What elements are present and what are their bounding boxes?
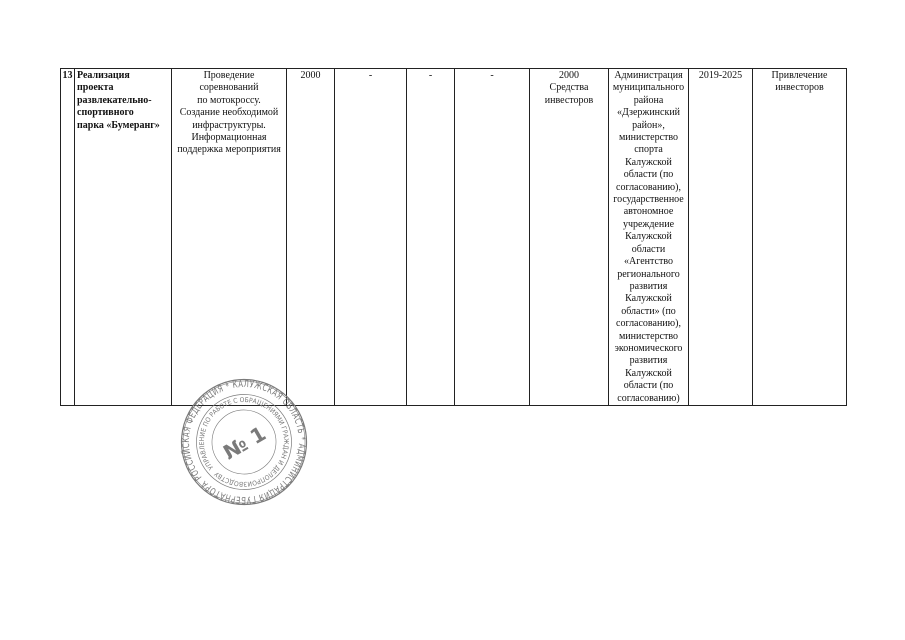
table-row — [61, 69, 847, 406]
activities-cell — [172, 69, 287, 406]
regional-budget-cell: - — [407, 69, 455, 406]
cell-line: области» (по — [621, 305, 676, 317]
row-number-cell: 13 — [61, 69, 75, 406]
cell-line: муниципального — [612, 82, 685, 94]
cell-line: области (по — [623, 169, 674, 181]
cell-line: Калужской — [625, 156, 672, 168]
project-name-cell — [75, 69, 172, 406]
cell-line: Калужской — [625, 367, 672, 379]
cell-line: области — [631, 243, 666, 255]
cell-line: автономное — [623, 206, 674, 218]
cell-line: регионального — [617, 268, 680, 280]
cell-line: по мотокроссу. — [197, 94, 261, 106]
total-cell: 2000 — [287, 69, 335, 406]
cell-line: Создание необходимой — [179, 107, 279, 119]
cell-line: парка «Бумеранг» — [77, 119, 160, 131]
cell-line: район», — [632, 119, 665, 131]
cell-line: области (по — [623, 380, 674, 392]
cell-line: спортивного — [77, 107, 134, 119]
executors-cell — [609, 69, 689, 406]
cell-line: Администрация — [614, 70, 683, 81]
cell-line: учреждение — [622, 218, 675, 230]
cell-line: согласованию), — [616, 181, 681, 193]
local-budget-cell: - — [455, 69, 530, 406]
cell-line: района — [633, 94, 664, 106]
federal-budget-cell: - — [335, 69, 407, 406]
cell-line: Калужской — [625, 293, 672, 305]
stamp-inner-text: УПРАВЛЕНИЕ ПО РАБОТЕ С ОБРАЩЕНИЯМИ ГРАЖДАН И ДЕЛОПРОИЗВОДСТВУ — [197, 395, 291, 489]
cell-line: согласованию) — [617, 392, 680, 404]
cell-line: Реализация — [77, 70, 130, 81]
cell-line: Проведение — [203, 70, 255, 81]
cell-line: Калужской — [625, 231, 672, 243]
cell-line: развития — [629, 280, 668, 292]
stamp-outer-text: РОССИЙСКАЯ ФЕДЕРАЦИЯ * КАЛУЖСКАЯ ОБЛАСТЬ * АДМИНИСТРАЦИЯ ГУБЕРНАТОРА — [180, 378, 308, 506]
cell-line: «Агентство — [624, 256, 673, 268]
cell-line: государственное — [613, 194, 684, 206]
cell-line: развития — [629, 355, 668, 367]
cell-line: соревнований — [199, 82, 259, 94]
cell-line: министерство — [618, 132, 679, 144]
official-seal-stamp — [180, 378, 308, 506]
cell-line: Информационная — [191, 132, 267, 144]
cell-line: развлекательно- — [77, 94, 152, 106]
cell-line: спорта — [634, 144, 663, 156]
cell-line: «Дзержинский — [616, 107, 681, 119]
cell-line: экономического — [614, 342, 683, 354]
cell-line: министерство — [618, 330, 679, 342]
measures-table — [60, 68, 847, 406]
cell-line: инфраструктуры. — [192, 119, 266, 131]
cell-line: согласованию), — [616, 318, 681, 330]
cell-line: поддержка мероприятия — [177, 144, 281, 156]
extrabudget-cell: 2000 Средства инвесторов — [530, 69, 609, 406]
result-cell: Привлечение инвесторов — [753, 69, 847, 406]
period-cell: 2019-2025 — [689, 69, 753, 406]
stamp-number: № 1 — [219, 421, 270, 465]
cell-line: проекта — [77, 82, 114, 94]
